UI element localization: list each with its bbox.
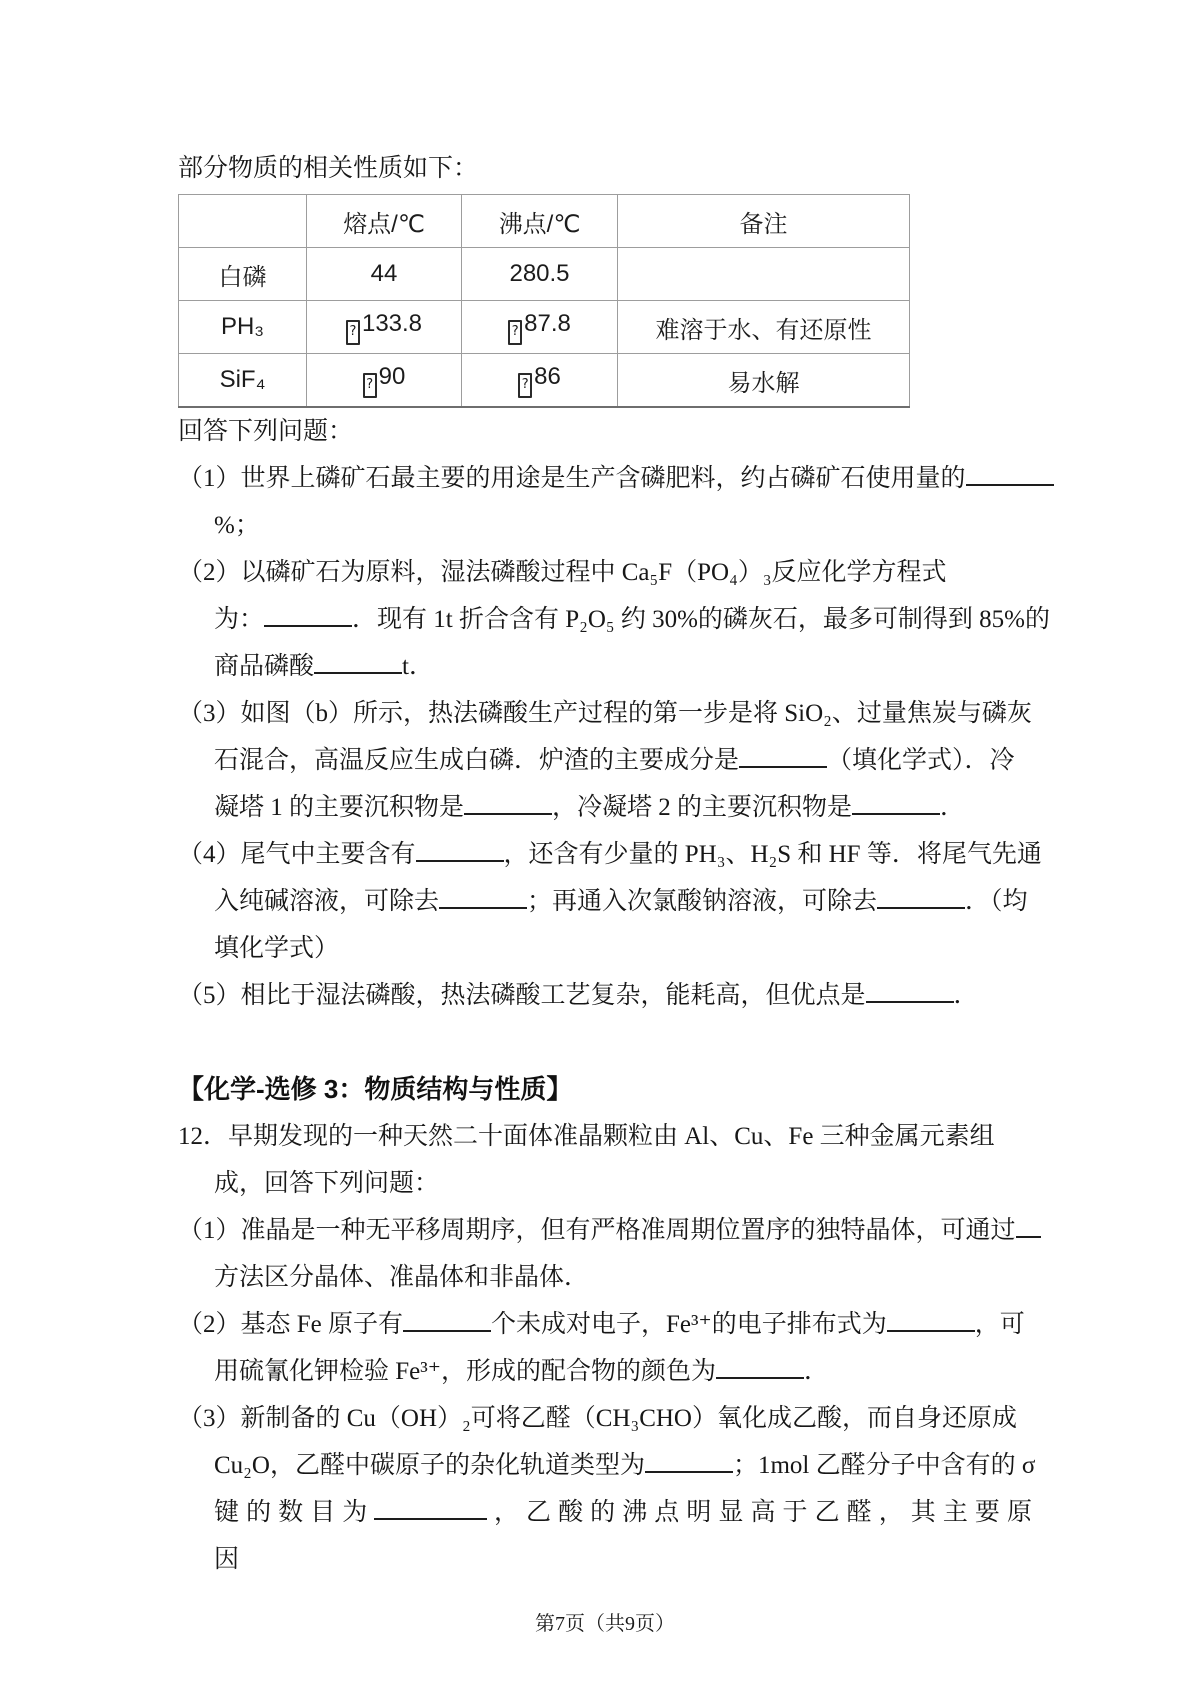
text-line: （1）世界上磷矿石最主要的用途是生产含磷肥料，约占磷矿石使用量的 [178,455,1032,502]
answer-blank [739,741,827,769]
text-line: （1）准晶是一种无平移周期序，但有严格准周期位置序的独特晶体，可通过 [178,1207,1032,1254]
table-cell: ? 133.8 [307,301,462,354]
text-line: Cu₂O，乙醛中碳原子的杂化轨道类型为 ；1mol 乙醛分子中含有的 σ [178,1442,1032,1489]
table-cell: 易水解 [618,354,910,408]
text-line: 入纯碱溶液，可除去 ；再通入次氯酸钠溶液，可除去 ．（均 [178,878,1032,925]
table-cell: PH₃ [179,301,307,354]
answer-blank [716,1352,804,1380]
table-cell: 44 [307,248,462,301]
table-cell: SiF₄ [179,354,307,408]
text-line: 填化学式） [214,935,340,962]
missing-glyph-box: ? [518,373,532,398]
missing-glyph-box: ? [363,373,377,398]
text-line: （2）基态 Fe 原子有 个未成对电子，Fe³⁺的电子排布式为 ，可 [178,1301,1032,1348]
table-body [179,248,910,408]
table-header-cell: 备注 [618,195,910,248]
text-line: 凝塔 1 的主要沉积物是 ，冷凝塔 2 的主要沉积物是 ． [178,784,1032,831]
table-header-cell [179,195,307,248]
answer-blank [264,600,352,628]
table-cell: 280.5 [462,248,618,301]
text-line: %； [214,512,260,539]
answer-blank [439,882,527,910]
answer-blank [877,882,965,910]
text-line: 为： ．现有 1t 折合含有 P₂O₅ 约 30%的磷灰石，最多可制得到 85%的 [178,596,1032,643]
table-row [179,248,910,301]
question-11-block [178,455,1051,1019]
table-row [179,301,910,354]
table-cell: ? 90 [307,354,462,408]
text-line: （3）如图（b）所示，热法磷酸生产过程的第一步是将 SiO₂、过量焦炭与磷灰 [178,700,1032,727]
table-cell: 难溶于水、有还原性 [618,301,910,354]
text-line: （3）新制备的 Cu（OH）₂可将乙醛（CH₃CHO）氧化成乙酸，而自身还原成 [178,1405,1017,1432]
text-line: 石混合，高温反应生成白磷．炉渣的主要成分是 （填化学式）．冷 [178,737,1032,784]
page-footer: 第7页（共9页） [535,1613,675,1635]
missing-glyph-box: ? [346,320,360,345]
text-line: 键 的 数 目 为 ， 乙 酸 的 沸 点 明 显 高 于 乙 醛 ， 其 主 要 原 因 [178,1489,1032,1583]
answer-blank [464,788,552,816]
answer-blank [1016,1211,1041,1239]
intro-text: 部分物质的相关性质如下： [178,155,479,182]
missing-glyph-box: ? [508,320,522,345]
text-line: 用硫氰化钾检验 Fe³⁺，形成的配合物的颜色为 ． [178,1348,1032,1395]
text-line: 方法区分晶体、准晶体和非晶体． [214,1264,590,1291]
table-cell [618,248,910,301]
answer-blank [416,835,504,863]
text-line: （5）相比于湿法磷酸，热法磷酸工艺复杂，能耗高，但优点是 ． [178,972,1032,1019]
answer-blank [852,788,940,816]
text-line: 12．早期发现的一种天然二十面体准晶颗粒由 Al、Cu、Fe 三种金属元素组 [178,1123,995,1150]
table-header-row [179,195,910,248]
table-cell: ? 86 [462,354,618,408]
answer-blank [645,1446,733,1474]
answer-blank [374,1493,487,1521]
question-12-block [178,1113,1036,1583]
substance-properties-table [178,194,910,408]
answer-blank [314,647,402,675]
table-header-cell: 熔点/℃ [307,195,462,248]
text-line: （4）尾气中主要含有 ，还含有少量的 PH₃、H₂S 和 HF 等．将尾气先通 [178,831,1032,878]
answer-blank [966,459,1054,487]
text-line: 成，回答下列问题： [214,1170,440,1197]
table-header-cell: 沸点/℃ [462,195,618,248]
answer-blank [403,1305,491,1333]
table-cell: ? 87.8 [462,301,618,354]
text-line: （2）以磷矿石为原料，湿法磷酸过程中 Ca₅F（PO₄）₃反应化学方程式 [178,559,947,586]
table-cell: 白磷 [179,248,307,301]
table-row [179,354,910,408]
answer-prompt: 回答下列问题： [178,418,354,445]
text-line: 商品磷酸 t． [178,643,1032,690]
answer-blank [866,976,954,1004]
section-header: 【化学-选修 3：物质结构与性质】 [178,1074,573,1104]
answer-blank [887,1305,975,1333]
